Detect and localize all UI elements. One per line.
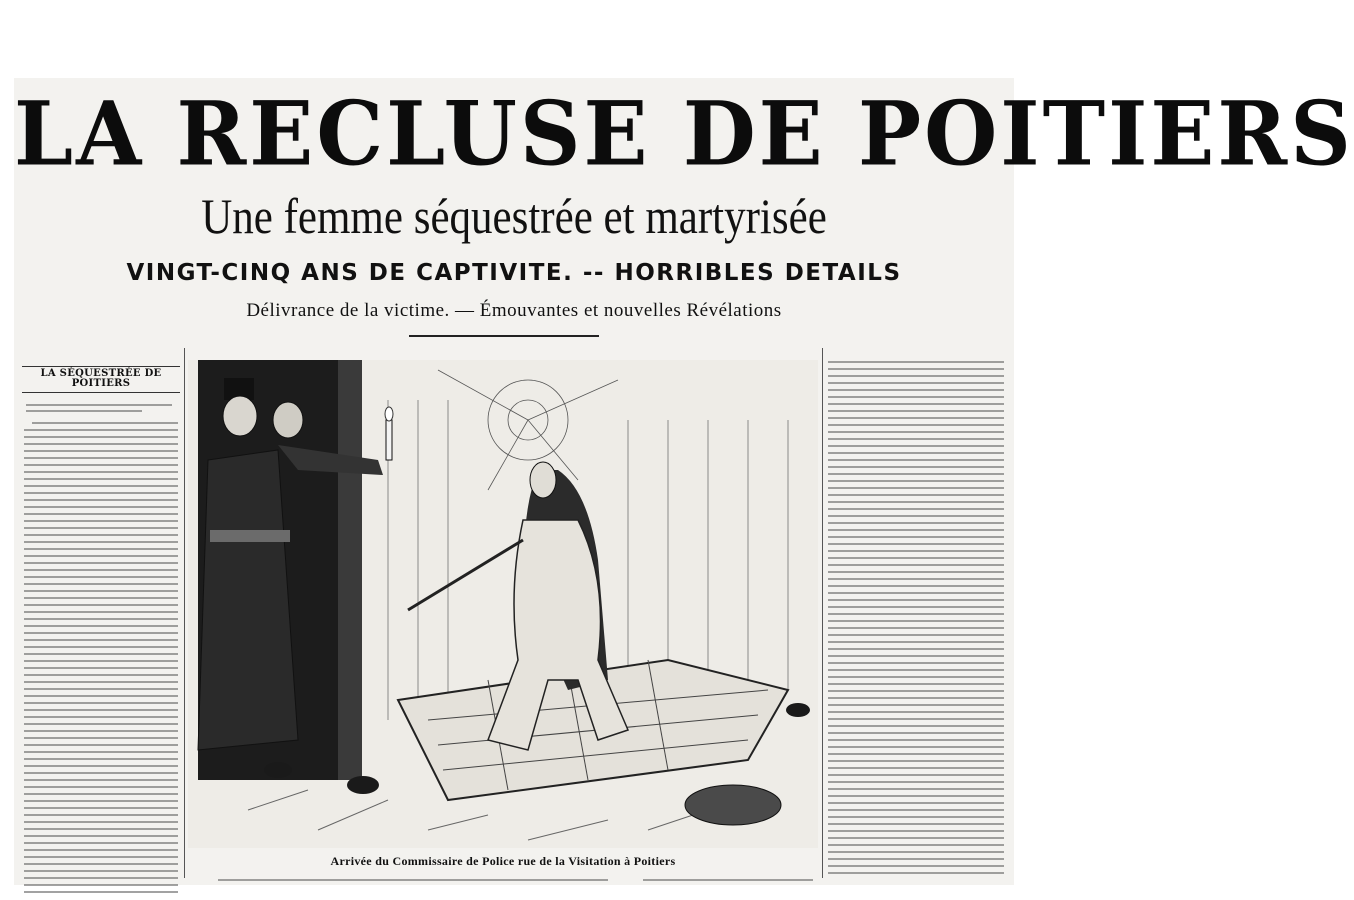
- column-divider: [822, 348, 823, 878]
- left-column-title: LA SÉQUESTRÉE DE POITIERS: [22, 366, 180, 393]
- left-column-text: [22, 397, 180, 900]
- subheading: VINGT-CINQ ANS DE CAPTIVITE. -- HORRIBLES DETAILS: [126, 260, 902, 286]
- illegible-text-lines: [826, 358, 1006, 878]
- door-edge: [338, 360, 362, 780]
- deliverance-line: Délivrance de la victime. — Émouvantes et nouvelles Révélations: [246, 300, 782, 321]
- illustration-caption: Arrivée du Commissaire de Police rue de la Visitation à Poitiers: [330, 854, 676, 868]
- candle-icon: [385, 407, 393, 460]
- separator-rule: [409, 335, 599, 337]
- column-divider: [184, 348, 185, 878]
- subtitle: Une femme séquestrée et martyrisée: [201, 188, 827, 244]
- right-column: [826, 358, 1006, 878]
- food-dish: [685, 785, 781, 825]
- headline: LA RECLUSE DE POITIERS: [14, 81, 1354, 186]
- illegible-text-lines: [188, 872, 818, 886]
- newspaper-page: [14, 78, 1354, 885]
- illegible-text-lines: [22, 397, 180, 897]
- illustration: [188, 360, 818, 848]
- footer-text-strip: [188, 872, 818, 886]
- left-column: [22, 358, 180, 878]
